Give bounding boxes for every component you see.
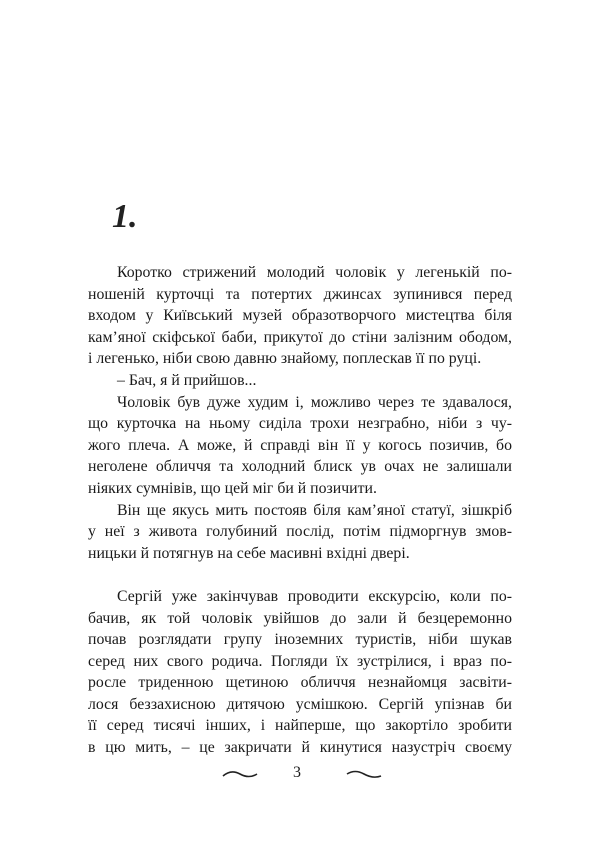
section-gap xyxy=(88,564,512,586)
text-line: Чоловік був дуже худим і, можливо через те здавалося, xyxy=(117,393,512,411)
text-line: почав розглядати групу іноземних туристів, ніби шукав xyxy=(88,631,512,649)
paragraph xyxy=(88,500,512,565)
text-line: входом у Київський музей образотворчого мистецтва біля xyxy=(88,307,512,325)
text-line: серед них свого родича. Погляди їх зустрілися, і враз по- xyxy=(88,652,512,670)
left-swirl-ornament-icon xyxy=(222,768,258,780)
text-line: у неї з живота голубиний послід, потім підморгнув змов- xyxy=(88,523,512,541)
body-text xyxy=(88,262,512,759)
text-line: Коротко стрижений молодий чоловік у легенькій по- xyxy=(117,264,512,281)
text-line: ницьки й потягнув на себе масивні вхідні двері. xyxy=(88,544,410,562)
right-swirl-ornament-icon xyxy=(346,768,382,780)
text-line: що курточка на ньому сиділа трохи незграбно, ніби з чу- xyxy=(88,415,512,433)
text-line: кам’яної скіфської баби, прикутої до стіни залізним ободом, xyxy=(88,328,512,346)
paragraph xyxy=(88,392,512,500)
text-line: лося беззахисною дитячою усмішкою. Сергій упізнав би xyxy=(88,695,512,713)
paragraph xyxy=(88,262,512,370)
text-line: росле триденною щетиною обличчя незнайомця засвіти- xyxy=(88,674,512,692)
chapter-number: 1. xyxy=(112,198,138,235)
text-line: неголене обличчя та холодний блиск ув очах не залишали xyxy=(88,458,512,476)
text-line: ношеній курточці та потертих джинсах зупинився перед xyxy=(88,285,512,303)
text-line: бачив, як той чоловік увійшов до зали й безцеремонно xyxy=(88,609,512,627)
text-line: – Бач, я й прийшов... xyxy=(117,371,257,389)
dialogue-paragraph xyxy=(88,370,512,392)
text-line: Сергій уже закінчував проводити екскурсію, коли по- xyxy=(117,587,512,605)
text-line: її серед тисячі інших, і найперше, що закортіло зробити xyxy=(88,717,512,735)
text-line: жого плеча. А може, й справді він її у когось позичив, бо xyxy=(88,436,512,454)
page-number: 3 xyxy=(293,764,301,781)
text-line: в цю мить, – це закричати й кинутися назустріч своєму xyxy=(88,739,512,757)
page-footer xyxy=(0,760,600,790)
text-line: ніяких сумнівів, що цей міг би й позичити. xyxy=(88,479,377,497)
paragraph xyxy=(88,586,512,759)
text-line: Він ще якусь мить постояв біля кам’яної статуї, зішкріб xyxy=(117,501,512,519)
text-line: і легенько, ніби свою давню знайому, поплескав її по руці. xyxy=(88,350,482,368)
